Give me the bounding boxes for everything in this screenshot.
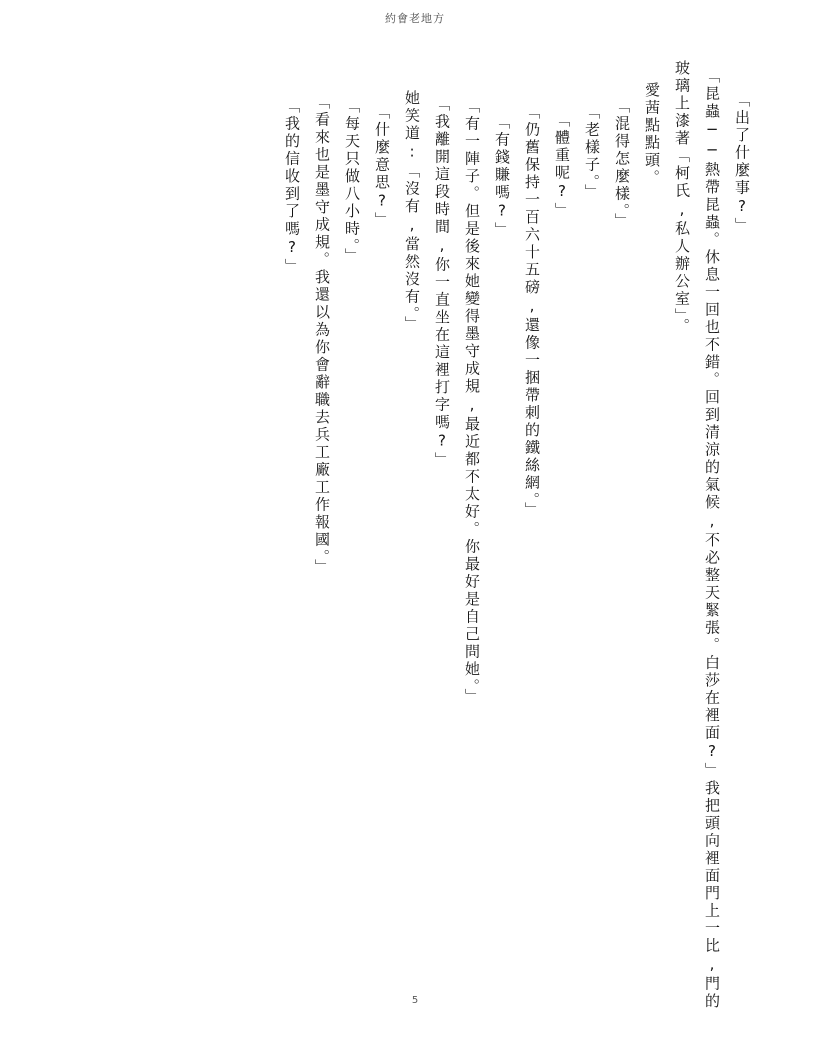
- text-column: 「什麼意思?」: [373, 104, 391, 230]
- text-column: 「老樣子。」: [583, 104, 601, 202]
- text-column: 「出了什麼事?」: [733, 92, 751, 235]
- text-column: 「每天只做八小時。」: [343, 98, 361, 266]
- text-column: 「體重呢?」: [553, 112, 571, 220]
- text-column: 「昆蟲──熱帶昆蟲。休息一回也不錯。回到清涼的氣候,不必整天緊張。白莎在裡面?」我把頭向裡面門上一比,門的: [703, 68, 721, 1011]
- text-column: 「混得怎麼樣。」: [613, 98, 631, 231]
- page-number: 5: [411, 995, 419, 1006]
- text-column: 愛茜點點頭。: [643, 82, 661, 187]
- text-column: 「我的信收到了嗎?」: [283, 98, 301, 276]
- text-column: 她笑道:「沒有,當然沒有。」: [403, 90, 421, 334]
- text-column: 玻璃上漆著「柯氏,私人辦公室」。: [673, 60, 691, 336]
- text-column: 「有一陣子。但是後來她變得墨守成規,最近都不太好。你最好是自己問她。」: [463, 98, 481, 706]
- text-column: 「有錢賺嗎?」: [493, 114, 511, 240]
- document-body: [70, 46, 760, 1011]
- text-column: 「仍舊保持一百六十五磅,還像一捆帶刺的鐵絲網。」: [523, 104, 541, 520]
- text-column: 「我離開這段時間,你一直坐在這裡打字嗎?」: [433, 96, 451, 470]
- text-column: 「看來也是墨守成規。我還以為你會辭職去兵工廠工作報國。」: [313, 94, 331, 577]
- page-header-title: 約會老地方: [385, 12, 445, 25]
